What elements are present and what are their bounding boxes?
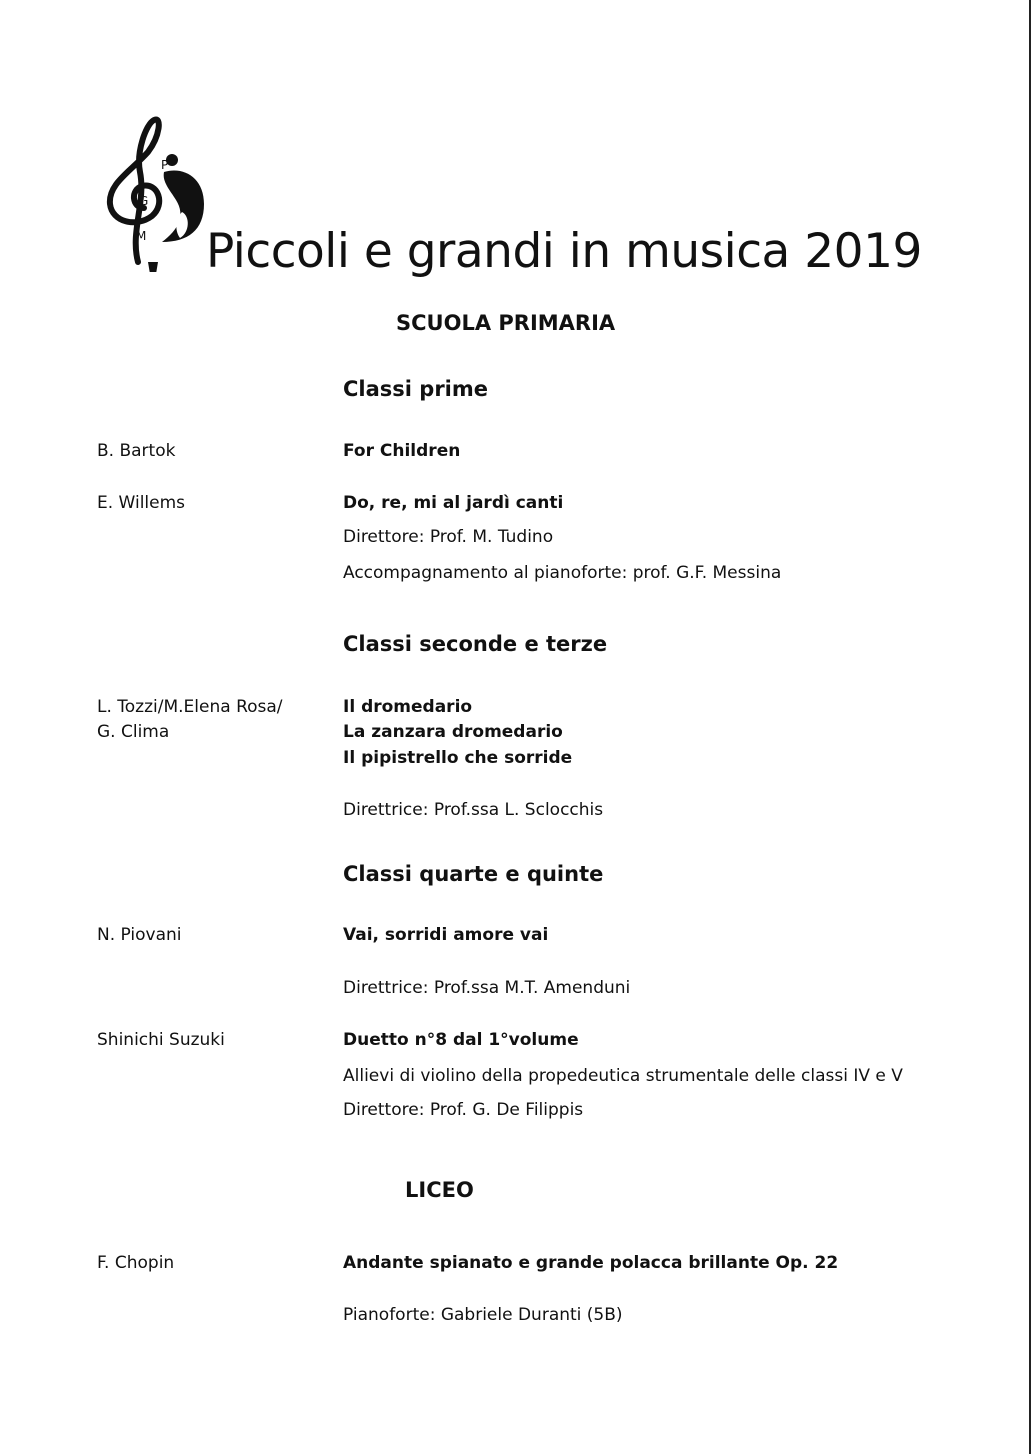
subsection-heading-prime: Classi prime [343,377,489,401]
director-line: Direttore: Prof. M. Tudino [343,527,554,547]
director-line: Direttore: Prof. G. De Filippis [343,1100,584,1120]
subsection-heading-seconde: Classi seconde e terze [343,632,608,656]
section-heading-primaria: SCUOLA PRIMARIA [396,311,616,335]
composer: E. Willems [97,493,186,513]
subsection-heading-quarte: Classi quarte e quinte [343,862,604,886]
piece-title: Duetto n°8 dal 1°volume [343,1030,579,1050]
page-border [1029,0,1031,1454]
director-line: Direttrice: Prof.ssa L. Sclocchis [343,800,604,820]
composer: N. Piovani [97,925,182,945]
logo-letter-p: P [161,158,169,172]
logo-letter-m: M [136,229,147,243]
page-title: Piccoli e grandi in musica 2019 [206,224,922,279]
composer: L. Tozzi/M.Elena Rosa/ [97,697,283,717]
piece-title: Do, re, mi al jardì canti [343,493,564,513]
accompaniment-line: Accompagnamento al pianoforte: prof. G.F. Messina [343,563,782,583]
piece-title: For Children [343,441,461,461]
composer: F. Chopin [97,1253,175,1273]
director-line: Direttrice: Prof.ssa M.T. Amenduni [343,978,631,998]
performer-line: Pianoforte: Gabriele Duranti (5B) [343,1305,623,1325]
piece-title: Vai, sorridi amore vai [343,925,549,945]
composer: B. Bartok [97,441,176,461]
section-heading-liceo: LICEO [405,1178,474,1202]
logo-treble-clef-icon [100,112,212,272]
performers-line: Allievi di violino della propedeutica strumentale delle classi IV e V [343,1066,903,1086]
logo-letter-g: G [139,194,149,208]
piece-title: Andante spianato e grande polacca brillante Op. 22 [343,1253,839,1273]
composer: G. Clima [97,722,170,742]
piece-title: Il dromedario [343,697,473,717]
piece-title: La zanzara dromedario [343,722,563,742]
piece-title: Il pipistrello che sorride [343,748,573,768]
composer: Shinichi Suzuki [97,1030,225,1050]
